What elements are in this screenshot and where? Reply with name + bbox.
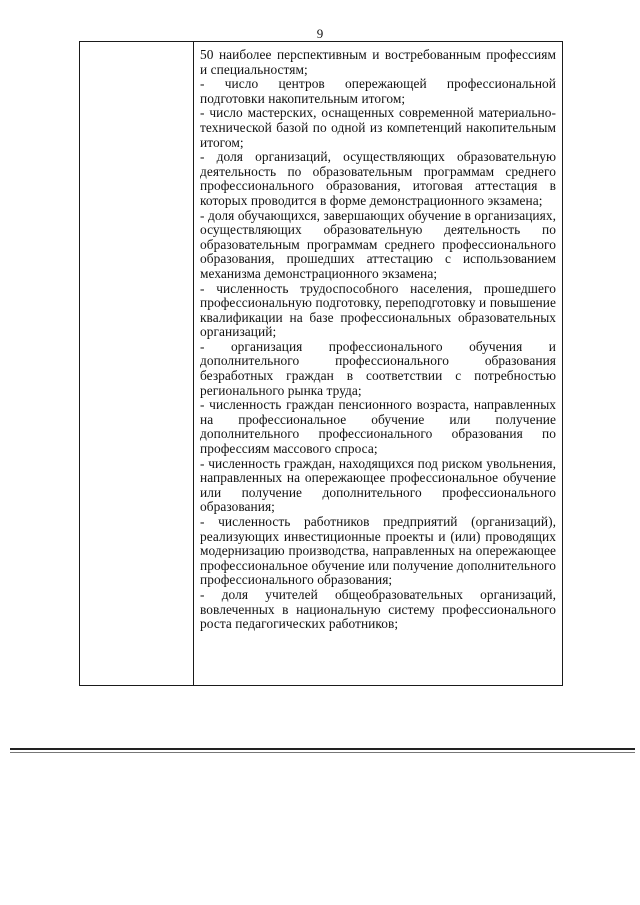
bottom-divider-shadow [10,752,635,753]
indicator-paragraph: - доля учителей общеобразовательных организаций, вовлеченных в национальную систему профессионального роста педагогических работников; [200,586,556,632]
indicator-paragraph: - организация профессионального обучения и дополнительного профессионального образования безработных граждан в соответствии с потребностью регионального рынка труда; [200,338,556,398]
indicator-paragraph: - численность работников предприятий (организаций), реализующих инвестиционные проекты и (или) проводящих модернизацию производства, направленных на опережающее профессиональное обучение или получение дополнительного профессионального образования; [200,514,556,588]
indicator-paragraph: 50 наиболее перспективным и востребованным профессиям и специальностям; [200,47,556,77]
page-number: 9 [316,26,324,41]
indicator-paragraph: - численность трудоспособного населения, прошедшего профессиональную подготовку, переподготовку и повышение квалификации на базе профессиональных образовательных организаций; [200,280,556,340]
bottom-divider [10,748,635,750]
indicator-paragraph: - число мастерских, оснащенных современной материально-технической базой по одной из компетенций накопительным итогом; [200,105,556,150]
table-right-column [194,42,562,685]
indicator-paragraph: - доля обучающихся, завершающих обучение в организациях, осуществляющих образовательную деятельность по образовательным программам среднего профессионального образования, прошедших аттестацию с использованием механизма демонстрационного экзамена; [200,207,556,281]
indicator-paragraph: - численность граждан, находящихся под риском увольнения, направленных на опережающее профессиональное обучение или получение дополнительного профессионального образования; [200,455,556,515]
table-left-column [80,42,194,685]
document-table [79,41,563,686]
indicator-paragraph: - доля организаций, осуществляющих образовательную деятельность по образовательным программам среднего профессионального образования, итоговая аттестация в которых проводится в форме демонстрационного экзамена; [200,149,556,208]
indicator-paragraph: - число центров опережающей профессиональной подготовки накопительным итогом; [200,76,556,106]
indicator-paragraph: - численность граждан пенсионного возраста, направленных на профессиональное обучение или получение дополнительного профессионального образования по профессиям массового спроса; [200,397,556,457]
